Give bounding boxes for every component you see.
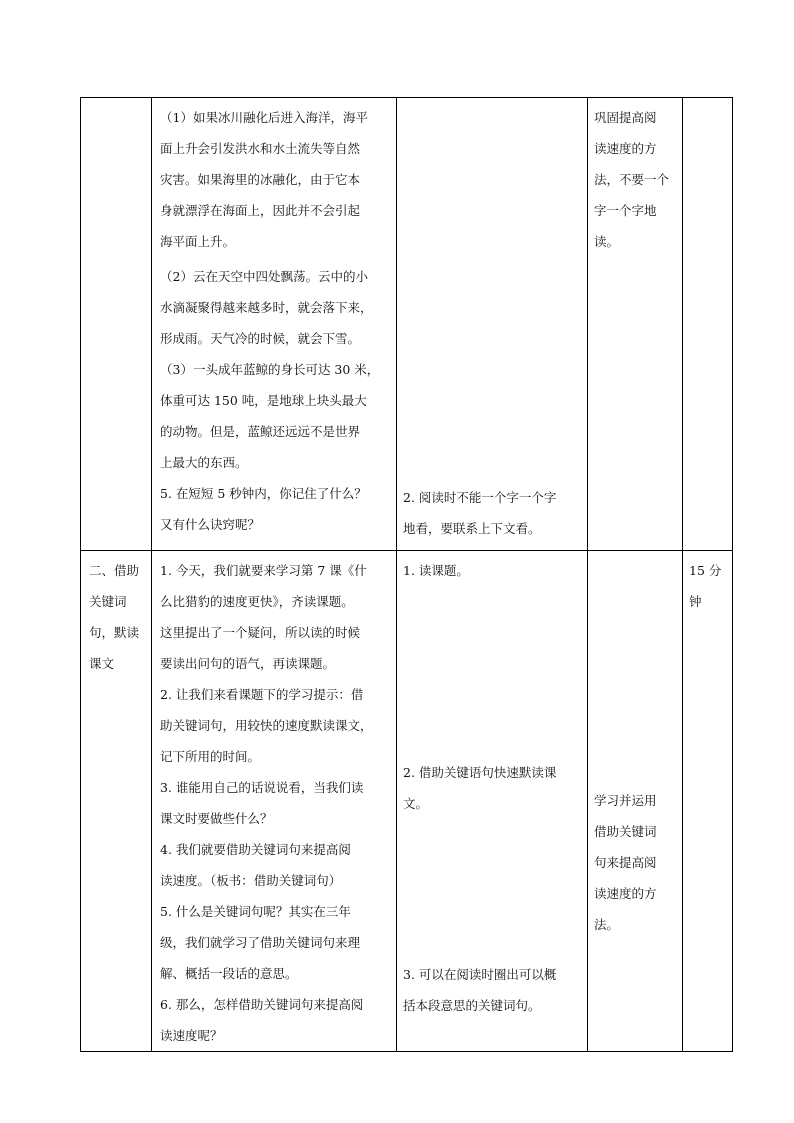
time-cell — [683, 551, 733, 1052]
student-paragraph: 2. 借助关键语句快速默读课 文。 — [403, 765, 557, 811]
teacher-paragraph: 2. 让我们来看课题下的学习提示：借 助关键词句，用较快的速度默读课文， 记下所用的时间。 — [160, 687, 373, 764]
design-intent-cell — [588, 551, 683, 1052]
teacher-paragraph: （3）一头成年蓝鲸的身长可达 30 米， 体重可达 150 吨，是地球上块头最大 的动物。但是，蓝鲸还远远不是世界 上最大的东西。 — [160, 362, 380, 470]
design-intent-text: 学习并运用 借助关键词 句来提高阅 读速度的方 法。 — [594, 793, 657, 932]
teacher-paragraph: 4. 我们就要借助关键词句来提高阅 读速度。（板书：借助关键词句） — [160, 842, 351, 888]
student-activity-cell — [397, 98, 588, 551]
time-cell — [683, 98, 733, 551]
teacher-activity-cell — [152, 551, 397, 1052]
student-paragraph: 1. 读课题。 — [403, 563, 469, 578]
teacher-paragraph: 1. 今天，我们就要来学习第 7 课《什 么比猎豹的速度更快》，齐读课题。 这里提出了一个疑问，所以读的时候 要读出问句的语气，再读课题。 — [160, 563, 367, 671]
stage-text: 二、借助 关键词 句，默读 课文 — [89, 563, 140, 671]
teacher-paragraph: 6. 那么，怎样借助关键词句来提高阅 读速度呢？ — [160, 997, 364, 1043]
teacher-paragraph: 3. 谁能用自己的话说说看，当我们读 课文时要做些什么？ — [160, 780, 364, 826]
design-intent-text: 巩固提高阅 读速度的方 法，不要一个 字一个字地 读。 — [594, 110, 670, 249]
table-row — [81, 551, 733, 1052]
time-text: 15 分 钟 — [689, 563, 722, 609]
student-paragraph: 3. 可以在阅读时圈出可以概 括本段意思的关键词句。 — [403, 967, 557, 1013]
lesson-plan-table — [80, 97, 733, 1052]
table-row — [81, 98, 733, 551]
stage-cell — [81, 551, 152, 1052]
teacher-paragraph: 5. 在短短 5 秒钟内，你记住了什么？ 又有什么诀窍呢？ — [160, 486, 367, 532]
design-intent-cell — [588, 98, 683, 551]
teacher-paragraph: （2）云在天空中四处飘荡。云中的小 水滴凝聚得越来越多时，就会落下来， 形成雨。天气冷的时候，就会下雪。 — [160, 269, 373, 346]
teacher-paragraph: 5. 什么是关键词句呢？其实在三年 级，我们就学习了借助关键词句来理 解、概括一段话的意思。 — [160, 904, 361, 981]
student-activity-cell — [397, 551, 588, 1052]
teacher-paragraph: （1）如果冰川融化后进入海洋，海平 面上升会引发洪水和水土流失等自然 灾害。如果海里的冰融化，由于它本 身就漂浮在海面上，因此并不会引起 海平面上升。 — [160, 110, 368, 249]
student-paragraph: 2. 阅读时不能一个字一个字 地看，要联系上下文看。 — [403, 490, 557, 536]
teacher-activity-cell — [152, 98, 397, 551]
stage-cell — [81, 98, 152, 551]
